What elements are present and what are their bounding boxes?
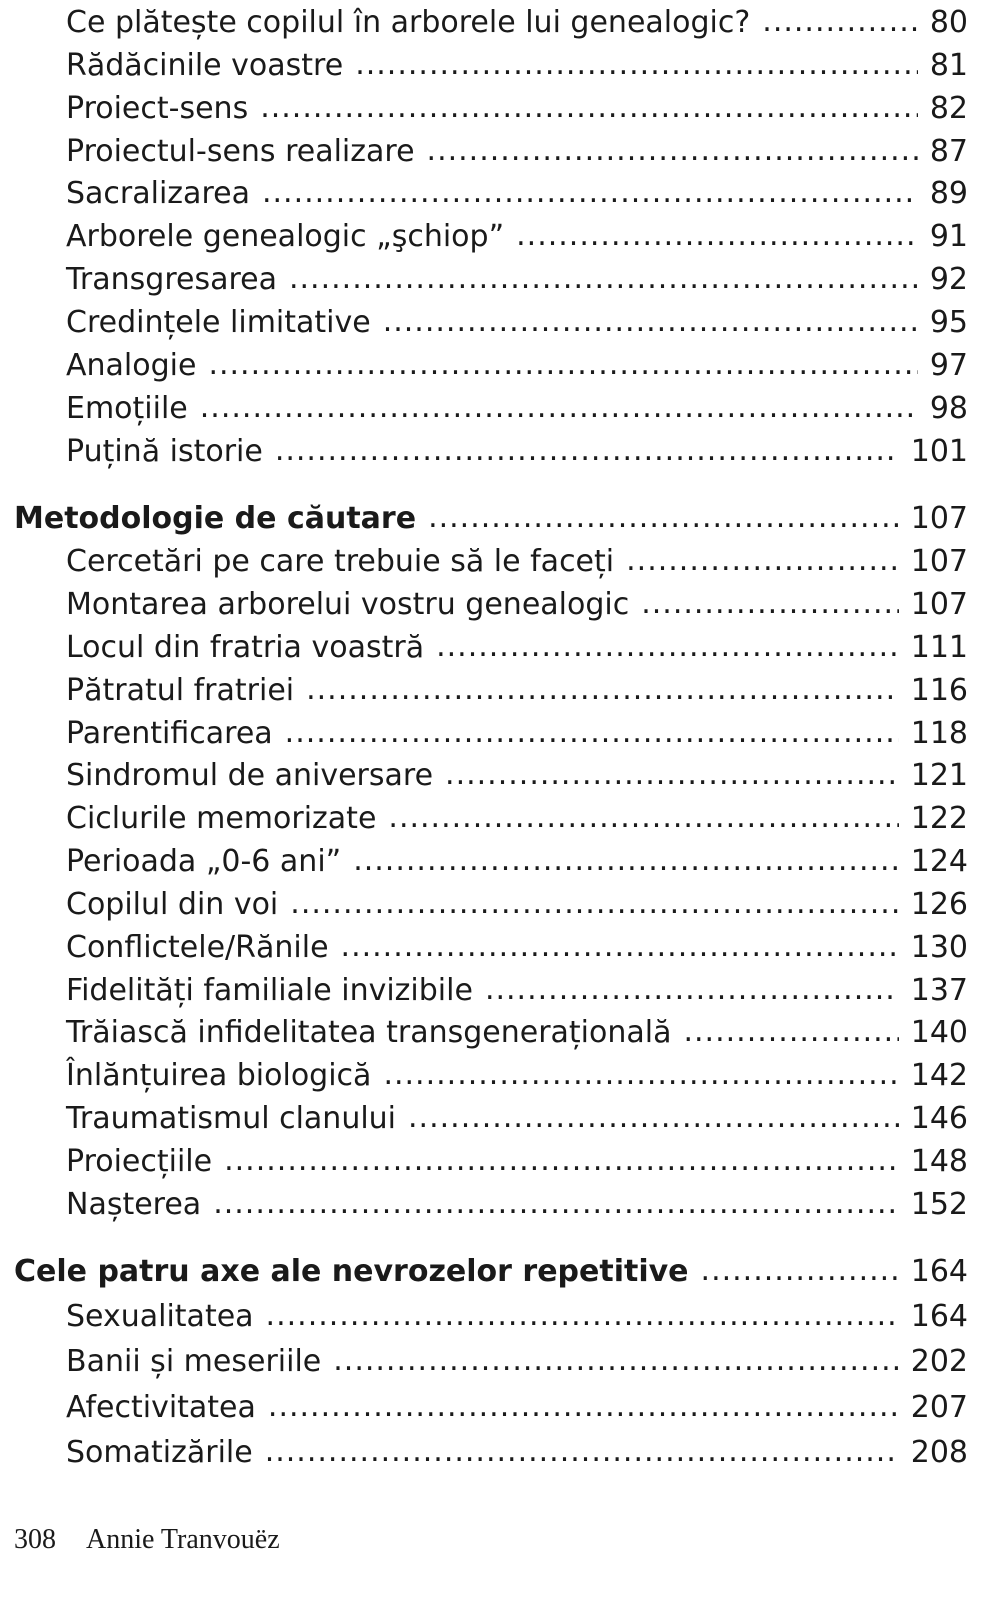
toc-entry bbox=[66, 1185, 968, 1225]
toc-entry bbox=[66, 1388, 968, 1428]
dot-leader bbox=[388, 798, 898, 838]
toc-entry-title: Proiect-sens bbox=[66, 91, 249, 126]
dot-leader bbox=[266, 1296, 899, 1336]
toc-entry bbox=[66, 971, 968, 1011]
dot-leader bbox=[641, 584, 899, 624]
toc-entry-page: 92 bbox=[929, 262, 968, 297]
toc-entry-title: Nașterea bbox=[66, 1187, 202, 1222]
toc-entry bbox=[66, 1297, 968, 1337]
dot-leader bbox=[333, 1341, 898, 1381]
dot-leader bbox=[626, 541, 899, 581]
toc-entry-title: Înlănțuirea biologică bbox=[66, 1058, 372, 1093]
dot-leader bbox=[275, 431, 899, 471]
toc-entry-page: 130 bbox=[910, 930, 968, 965]
toc-entry-page: 137 bbox=[910, 973, 968, 1008]
dot-leader bbox=[762, 2, 918, 42]
dot-leader bbox=[290, 884, 898, 924]
toc-entry bbox=[66, 389, 968, 429]
toc-entry bbox=[66, 46, 968, 86]
dot-leader bbox=[355, 45, 918, 85]
dot-leader bbox=[383, 302, 918, 342]
toc-entry-title: Sacralizarea bbox=[66, 176, 250, 211]
toc-entry-page: 126 bbox=[910, 887, 968, 922]
toc-entry-page: 124 bbox=[910, 844, 968, 879]
toc-entry bbox=[66, 714, 968, 754]
toc-entry-page: 121 bbox=[910, 758, 968, 793]
toc-entry-title: Proiectul-sens realizare bbox=[66, 134, 415, 169]
toc-entry bbox=[66, 3, 968, 43]
dot-leader bbox=[427, 131, 918, 171]
toc-entry-title: Montarea arborelui vostru genealogic bbox=[66, 587, 630, 622]
dot-leader bbox=[701, 1251, 899, 1291]
toc-section-page: 107 bbox=[910, 501, 968, 536]
toc-entry bbox=[66, 174, 968, 214]
page-footer bbox=[14, 1524, 280, 1556]
toc-entry-title: Credințele limitative bbox=[66, 305, 371, 340]
toc-entry bbox=[66, 260, 968, 300]
toc-entry bbox=[66, 585, 968, 625]
toc-entry bbox=[66, 671, 968, 711]
toc-entry-page: 152 bbox=[910, 1187, 968, 1222]
toc-entry-title: Trăiască infidelitatea transgenerațională bbox=[66, 1015, 672, 1050]
dot-leader bbox=[306, 670, 899, 710]
toc-entry bbox=[66, 842, 968, 882]
toc-entry-title: Puțină istorie bbox=[66, 434, 263, 469]
toc-entry bbox=[66, 432, 968, 472]
toc-entry bbox=[66, 628, 968, 668]
toc-entry-title: Somatizările bbox=[66, 1435, 253, 1470]
toc-entry-title: Afectivitatea bbox=[66, 1390, 256, 1425]
toc-entry-page: 164 bbox=[910, 1299, 968, 1334]
dot-leader bbox=[383, 1055, 898, 1095]
footer-page-number: 308 bbox=[14, 1524, 56, 1555]
toc-entry-page: 122 bbox=[910, 801, 968, 836]
toc-entry-title: Arborele genealogic „şchiop” bbox=[66, 219, 505, 254]
toc-entry-title: Pătratul fratriei bbox=[66, 673, 295, 708]
toc-section-title: Metodologie de căutare bbox=[14, 501, 417, 536]
toc-entry bbox=[66, 217, 968, 257]
toc-entry-title: Ce plătește copilul în arborele lui genealogic? bbox=[66, 5, 751, 40]
toc-entry-page: 107 bbox=[910, 544, 968, 579]
dot-leader bbox=[516, 216, 918, 256]
toc-entry-page: 142 bbox=[910, 1058, 968, 1093]
toc-entry-title: Sexualitatea bbox=[66, 1299, 254, 1334]
toc-entry-page: 91 bbox=[929, 219, 968, 254]
dot-leader bbox=[341, 927, 899, 967]
toc-entry bbox=[66, 89, 968, 129]
toc-entry bbox=[66, 885, 968, 925]
toc-entry-title: Ciclurile memorizate bbox=[66, 801, 377, 836]
dot-leader bbox=[213, 1184, 899, 1224]
toc-entry-title: Cercetări pe care trebuie să le faceți bbox=[66, 544, 615, 579]
toc-entry bbox=[66, 542, 968, 582]
toc-entry bbox=[66, 1056, 968, 1096]
toc-entry bbox=[66, 346, 968, 386]
toc-entry-title: Emoțiile bbox=[66, 391, 188, 426]
toc-entry-page: 208 bbox=[910, 1435, 968, 1470]
toc-entry-page: 95 bbox=[929, 305, 968, 340]
toc-entry-page: 148 bbox=[910, 1144, 968, 1179]
toc-entry-title: Sindromul de aniversare bbox=[66, 758, 434, 793]
dot-leader bbox=[265, 1432, 899, 1472]
toc-entry-page: 140 bbox=[910, 1015, 968, 1050]
toc-entry bbox=[66, 303, 968, 343]
toc-entry bbox=[66, 1433, 968, 1473]
toc-entry-page: 81 bbox=[929, 48, 968, 83]
toc-entry-page: 118 bbox=[910, 716, 968, 751]
toc-entry-title: Parentificarea bbox=[66, 716, 273, 751]
toc-entry bbox=[66, 756, 968, 796]
dot-leader bbox=[408, 1098, 899, 1138]
toc-entry-title: Traumatismul clanului bbox=[66, 1101, 397, 1136]
dot-leader bbox=[436, 627, 899, 667]
toc-entry-page: 82 bbox=[929, 91, 968, 126]
toc-section-title: Cele patru axe ale nevrozelor repetitive bbox=[14, 1254, 689, 1289]
toc-entry-title: Conflictele/Rănile bbox=[66, 930, 329, 965]
dot-leader bbox=[289, 259, 918, 299]
toc-entry-page: 101 bbox=[910, 434, 968, 469]
dot-leader bbox=[285, 713, 899, 753]
dot-leader bbox=[262, 173, 918, 213]
toc-entry bbox=[66, 799, 968, 839]
toc-entry-page: 97 bbox=[929, 348, 968, 383]
toc-section-page: 164 bbox=[910, 1254, 968, 1289]
dot-leader bbox=[260, 88, 918, 128]
toc-entry-page: 111 bbox=[910, 630, 968, 665]
toc-entry-title: Fidelități familiale invizibile bbox=[66, 973, 473, 1008]
toc-entry-page: 98 bbox=[929, 391, 968, 426]
toc-entry-page: 80 bbox=[929, 5, 968, 40]
toc-entry bbox=[66, 132, 968, 172]
toc-entry bbox=[66, 928, 968, 968]
dot-leader bbox=[485, 970, 899, 1010]
toc-entry bbox=[66, 1342, 968, 1382]
toc-entry-title: Analogie bbox=[66, 348, 197, 383]
toc-entry-title: Banii și meseriile bbox=[66, 1344, 322, 1379]
dot-leader bbox=[268, 1387, 899, 1427]
toc-entry-page: 202 bbox=[910, 1344, 968, 1379]
dot-leader bbox=[200, 388, 918, 428]
dot-leader bbox=[445, 755, 899, 795]
toc-entry-title: Copilul din voi bbox=[66, 887, 279, 922]
toc-entry-page: 207 bbox=[910, 1390, 968, 1425]
toc-section bbox=[14, 499, 968, 539]
toc-entry-title: Transgresarea bbox=[66, 262, 277, 297]
dot-leader bbox=[208, 345, 917, 385]
dot-leader bbox=[683, 1012, 898, 1052]
toc-entry-title: Rădăcinile voastre bbox=[66, 48, 344, 83]
toc-entry bbox=[66, 1099, 968, 1139]
toc-entry-page: 87 bbox=[929, 134, 968, 169]
toc-entry-page: 116 bbox=[910, 673, 968, 708]
toc-entry bbox=[66, 1142, 968, 1182]
toc-entry-title: Proiecțiile bbox=[66, 1144, 213, 1179]
toc-entry-page: 89 bbox=[929, 176, 968, 211]
toc-entry bbox=[66, 1013, 968, 1053]
toc-entry-title: Locul din fratria voastră bbox=[66, 630, 425, 665]
dot-leader bbox=[353, 841, 899, 881]
dot-leader bbox=[224, 1141, 899, 1181]
dot-leader bbox=[428, 498, 899, 538]
toc-entry-page: 107 bbox=[910, 587, 968, 622]
toc-entry-title: Perioada „0-6 ani” bbox=[66, 844, 342, 879]
footer-author: Annie Tranvouëz bbox=[86, 1524, 280, 1555]
toc-entry-page: 146 bbox=[910, 1101, 968, 1136]
toc-section bbox=[14, 1252, 968, 1292]
